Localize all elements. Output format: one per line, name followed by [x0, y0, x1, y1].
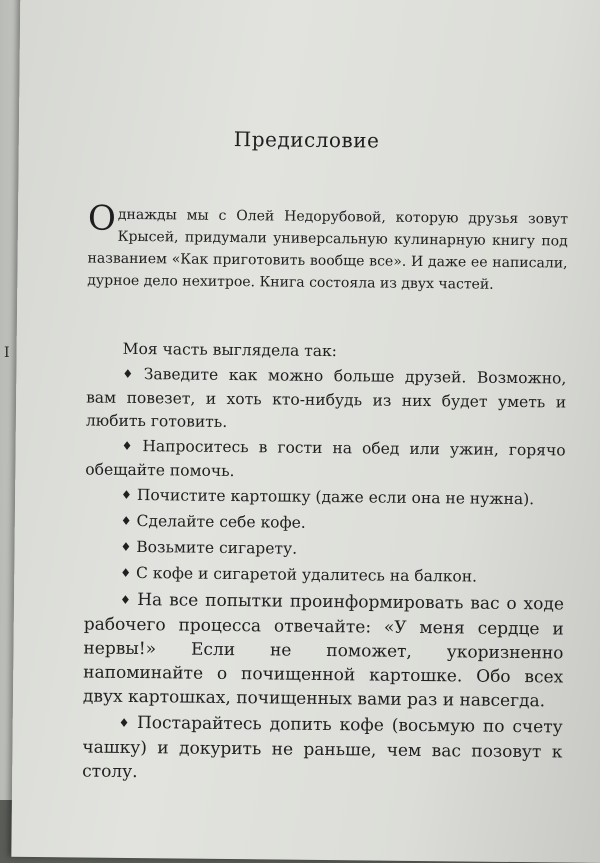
book-page	[11, 0, 600, 863]
list-item: ♦ Постарайтесь допить кофе (восьмую по счету чашку) и докурить не раньше, чем вас позовут к столу.	[82, 713, 563, 783]
diamond-bullet-icon: ♦	[118, 715, 133, 730]
page-title: Предисловие	[233, 127, 380, 153]
recipe-list	[82, 337, 567, 790]
list-lead: Моя часть выглядела так:	[122, 339, 338, 361]
intro-text: днажды мы с Олей Недорубовой, которую друзья зовут Крысей, придумали универсальную кулинарную книгу под названием «Как приготовить вообще все». И даже ее написали, дурное дело нехитрое. Книга состояла из двух частей.	[87, 206, 569, 293]
drop-cap: О	[87, 198, 117, 239]
diamond-bullet-icon: ♦	[120, 565, 132, 580]
intro-paragraph	[87, 198, 569, 296]
list-item: ♦ Сделайте себе кофе.	[120, 512, 306, 532]
list-item: ♦ Возьмите сигарету.	[120, 538, 298, 558]
diamond-bullet-icon: ♦	[120, 513, 132, 528]
list-item: ♦ Напроситесь в гости на обед или ужин, горячо обещайте помочь.	[85, 437, 566, 481]
left-page-text-fragment: I	[4, 345, 10, 361]
diamond-bullet-icon: ♦	[119, 592, 133, 607]
list-item: ♦ Почистите картошку (даже если она не нужна).	[121, 486, 535, 509]
list-item: ♦ Заведите как можно больше друзей. Возможно, вам повезет, и хоть кто-нибудь из них будет уметь и любить готовить.	[85, 365, 567, 431]
list-item: ♦ На все попытки проинформировать вас о ходе рабочего процесса отвечайте: «У меня сердце и нервы!» Если не поможет, укоризненно напоминайте о почищенной картошке. Обо всех двух картошках, почищенных вами раз и навсегда.	[82, 590, 565, 712]
diamond-bullet-icon: ♦	[121, 487, 132, 502]
diamond-bullet-icon: ♦	[120, 539, 132, 554]
diamond-bullet-icon: ♦	[122, 366, 139, 382]
list-item: ♦ С кофе и сигаретой удалитесь на балкон.	[120, 564, 478, 586]
diamond-bullet-icon: ♦	[121, 438, 138, 454]
